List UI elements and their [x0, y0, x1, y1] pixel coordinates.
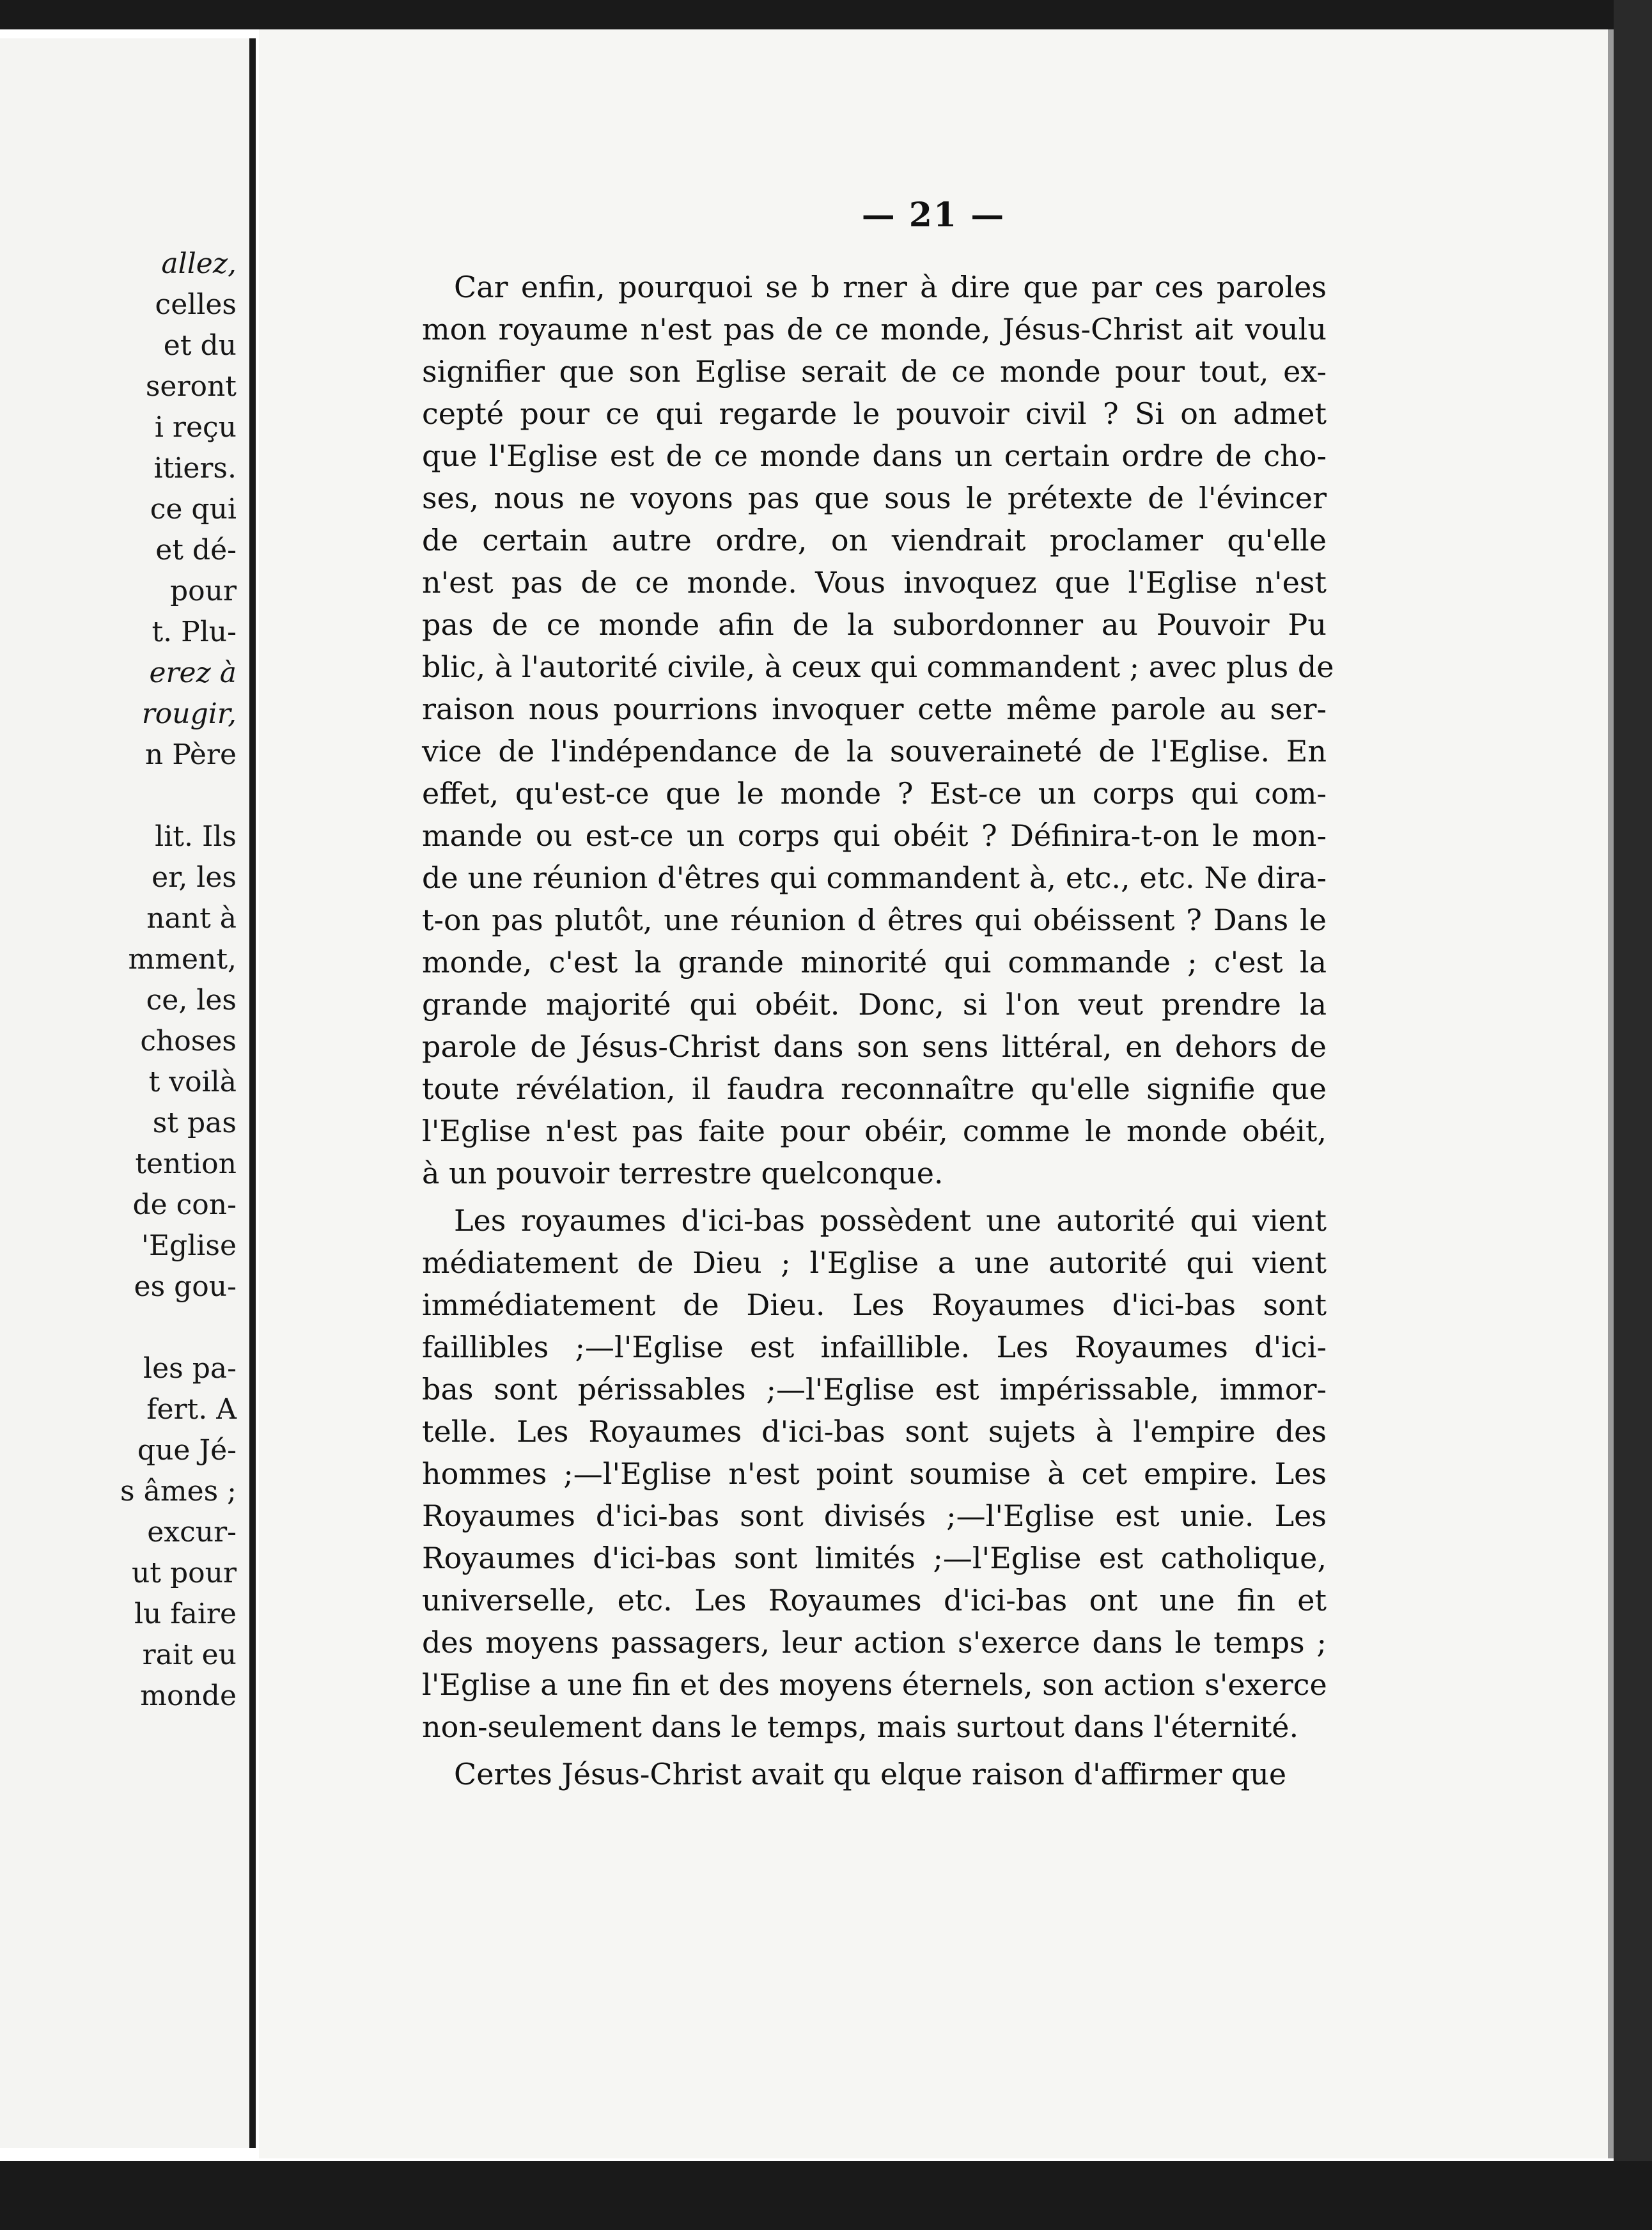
- left-page-line: n Père: [144, 738, 237, 771]
- text-line: Car enfin, pourquoi se b rner à dire que par ces paroles: [454, 270, 1327, 304]
- text-line: grande majorité qui obéit. Donc, si l'on veut prendre la: [422, 987, 1327, 1022]
- left-page-line: nant à: [146, 902, 237, 935]
- text-line: effet, qu'est-ce que le monde ? Est-ce un corps qui com-: [422, 776, 1327, 811]
- left-page-line: de con-: [132, 1189, 237, 1221]
- left-page-line: les pa-: [143, 1352, 237, 1385]
- text-line: mon royaume n'est pas de ce monde, Jésus-Christ ait voulu: [422, 312, 1327, 347]
- left-page-line: t voilà: [148, 1066, 237, 1098]
- left-page-line: lu faire: [134, 1598, 237, 1630]
- text-line: non-seulement dans le temps, mais surtout dans l'éternité.: [422, 1710, 1299, 1744]
- text-line: à un pouvoir terrestre quelconque.: [422, 1156, 944, 1190]
- left-page-line: itiers.: [153, 452, 237, 485]
- left-page-line: ce, les: [146, 984, 237, 1017]
- page-body-text: [422, 266, 1334, 1795]
- text-line: faillibles ;—l'Eglise est infaillible. Les Royaumes d'ici-: [422, 1330, 1327, 1364]
- left-page-line: es gou-: [134, 1270, 237, 1303]
- text-line: ses, nous ne voyons pas que sous le prétexte de l'évincer: [422, 481, 1327, 515]
- left-page-line: ut pour: [131, 1557, 237, 1589]
- text-line: n'est pas de ce monde. Vous invoquez que l'Eglise n'est: [422, 565, 1327, 600]
- scan-top-border: [0, 0, 1652, 29]
- text-line: Certes Jésus-Christ avait qu elque raison d'affirmer que: [454, 1757, 1287, 1791]
- left-page-line: allez,: [161, 247, 237, 280]
- left-page-line: choses: [140, 1025, 237, 1057]
- text-line: hommes ;—l'Eglise n'est point soumise à cet empire. Les: [422, 1456, 1327, 1491]
- left-page-line: et dé-: [155, 534, 237, 566]
- text-line: toute révélation, il faudra reconnaître qu'elle signifie que: [422, 1072, 1327, 1106]
- left-page-line: ce qui: [150, 493, 237, 526]
- left-page-line: tention: [135, 1148, 237, 1180]
- left-page-line: 'Eglise: [141, 1229, 237, 1262]
- text-line: raison nous pourrions invoquer cette même parole au ser-: [422, 692, 1327, 726]
- scan-right-border: [1614, 0, 1652, 2230]
- text-line: parole de Jésus-Christ dans son sens littéral, en dehors de: [422, 1029, 1327, 1064]
- left-page-line: mment,: [128, 943, 237, 976]
- left-page-line: et du: [163, 329, 237, 362]
- text-line: monde, c'est la grande minorité qui commande ; c'est la: [422, 945, 1327, 979]
- text-line: de certain autre ordre, on viendrait proclamer qu'elle: [422, 523, 1327, 558]
- left-page-line: que Jé-: [137, 1434, 237, 1467]
- text-line: Les royaumes d'ici-bas possèdent une autorité qui vient: [454, 1203, 1327, 1238]
- text-line: pas de ce monde afin de la subordonner au Pouvoir Pu: [422, 607, 1327, 642]
- left-page-line: rait eu: [142, 1639, 237, 1671]
- left-page-line: s âmes ;: [120, 1475, 237, 1508]
- left-page-line: seront: [145, 370, 237, 403]
- left-page-line: monde: [140, 1680, 237, 1712]
- text-line: bas sont périssables ;—l'Eglise est impérissable, immor-: [422, 1372, 1327, 1407]
- text-line: Royaumes d'ici-bas sont divisés ;—l'Eglise est unie. Les: [422, 1499, 1327, 1533]
- text-line: des moyens passagers, leur action s'exerce dans le temps ;: [422, 1625, 1327, 1660]
- previous-page-fragment: [0, 38, 256, 2148]
- text-line: Royaumes d'ici-bas sont limités ;—l'Eglise est catholique,: [422, 1541, 1327, 1575]
- text-line: universelle, etc. Les Royaumes d'ici-bas ont une fin et: [422, 1583, 1327, 1618]
- left-page-line: erez à: [149, 657, 237, 689]
- left-page-line: i reçu: [154, 411, 237, 444]
- text-line: immédiatement de Dieu. Les Royaumes d'ici-bas sont: [422, 1288, 1327, 1322]
- text-line: vice de l'indépendance de la souveraineté de l'Eglise. En: [422, 734, 1327, 768]
- left-page-line: pour: [169, 575, 237, 607]
- left-page-line: t. Plu-: [152, 616, 237, 648]
- text-line: l'Eglise a une fin et des moyens éternels, son action s'exerce: [422, 1667, 1327, 1702]
- text-line: médiatement de Dieu ; l'Eglise a une autorité qui vient: [422, 1245, 1327, 1280]
- left-page-line: st pas: [152, 1107, 237, 1139]
- text-line: cepté pour ce qui regarde le pouvoir civil ? Si on admet: [422, 396, 1327, 431]
- left-page-line: lit. Ils: [155, 820, 237, 853]
- left-page-line: fert. A: [146, 1393, 237, 1426]
- text-line: signifier que son Eglise serait de ce monde pour tout, ex-: [422, 354, 1327, 389]
- page-number: — 21 —: [861, 196, 1006, 235]
- text-line: que l'Eglise est de ce monde dans un certain ordre de cho-: [422, 439, 1327, 473]
- book-page: [259, 29, 1617, 2158]
- text-line: t-on pas plutôt, une réunion d êtres qui obéissent ? Dans le: [422, 903, 1327, 937]
- scan-bottom-border: [0, 2161, 1652, 2230]
- text-line: mande ou est-ce un corps qui obéit ? Définira-t-on le mon-: [422, 818, 1327, 853]
- left-page-line: excur-: [147, 1516, 237, 1548]
- text-line: telle. Les Royaumes d'ici-bas sont sujets à l'empire des: [422, 1414, 1327, 1449]
- left-page-line: er, les: [152, 861, 237, 894]
- text-line: l'Eglise n'est pas faite pour obéir, comme le monde obéit,: [422, 1114, 1327, 1148]
- left-page-line: rougir,: [141, 698, 237, 730]
- text-line: blic, à l'autorité civile, à ceux qui commandent ; avec plus de: [422, 650, 1334, 684]
- text-line: de une réunion d'êtres qui commandent à, etc., etc. Ne dira-: [422, 861, 1327, 895]
- left-page-line: celles: [155, 288, 237, 321]
